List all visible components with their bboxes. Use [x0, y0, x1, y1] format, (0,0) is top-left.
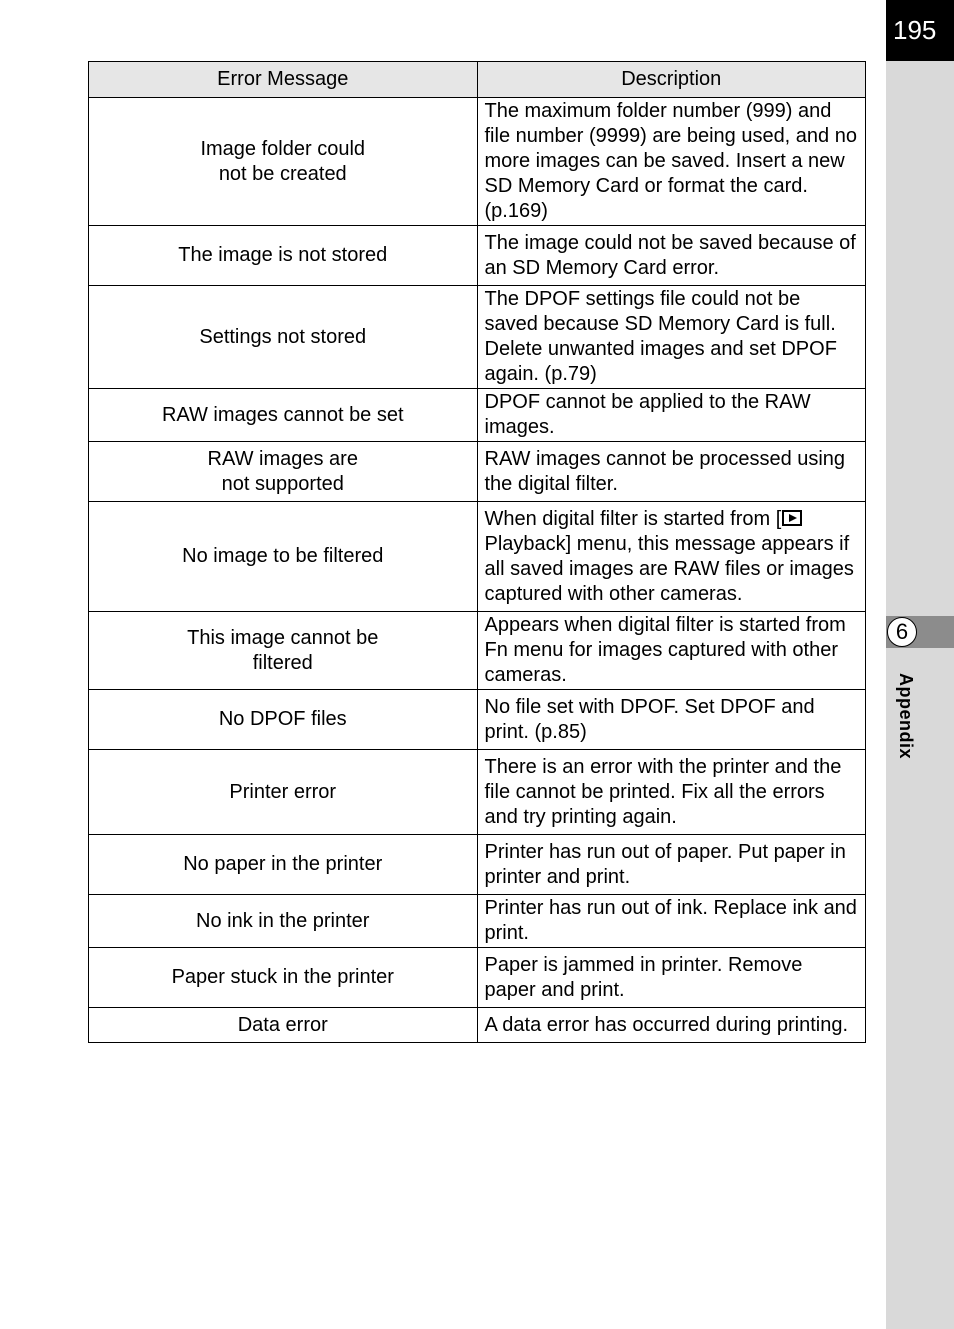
description-cell: Printer has run out of ink. Replace ink and print.	[477, 895, 866, 948]
header-error-message: Error Message	[89, 62, 478, 98]
error-message-cell: Image folder could not be created	[89, 98, 478, 226]
table-row	[89, 690, 866, 750]
error-message-cell: Settings not stored	[89, 286, 478, 389]
description-cell: A data error has occurred during printing.	[477, 1008, 866, 1043]
error-message-cell: The image is not stored	[89, 226, 478, 286]
table-row	[89, 389, 866, 442]
error-message-cell: RAW images cannot be set	[89, 389, 478, 442]
error-message-cell: No ink in the printer	[89, 895, 478, 948]
error-message-cell: Data error	[89, 1008, 478, 1043]
description-cell: The DPOF settings file could not be saved because SD Memory Card is full. Delete unwanted images and set DPOF again. (p.79)	[477, 286, 866, 389]
table-row	[89, 226, 866, 286]
description-cell: There is an error with the printer and the file cannot be printed. Fix all the errors and try printing again.	[477, 750, 866, 835]
error-message-cell: Printer error	[89, 750, 478, 835]
description-cell: The image could not be saved because of an SD Memory Card error.	[477, 226, 866, 286]
side-strip	[886, 0, 954, 1329]
description-cell: RAW images cannot be processed using the digital filter.	[477, 442, 866, 502]
page-number: 195	[886, 0, 954, 61]
description-text-before-icon: When digital filter is started from [	[484, 507, 782, 530]
table-row	[89, 442, 866, 502]
table-row	[89, 895, 866, 948]
description-cell: Printer has run out of paper. Put paper in printer and print.	[477, 835, 866, 895]
table-row	[89, 98, 866, 226]
description-cell: No file set with DPOF. Set DPOF and print. (p.85)	[477, 690, 866, 750]
table-row	[89, 1008, 866, 1043]
header-description: Description	[477, 62, 866, 98]
table-row	[89, 612, 866, 690]
table-header-row	[89, 62, 866, 98]
error-message-cell: This image cannot be filtered	[89, 612, 478, 690]
description-text-after-icon: Playback] menu, this message appears if all saved images are RAW files or images captured with other cameras.	[484, 532, 854, 605]
description-cell: DPOF cannot be applied to the RAW images.	[477, 389, 866, 442]
error-message-cell: Paper stuck in the printer	[89, 948, 478, 1008]
description-cell	[477, 502, 866, 612]
table-row	[89, 948, 866, 1008]
chapter-number: 6	[887, 617, 917, 647]
error-message-cell: No DPOF files	[89, 690, 478, 750]
error-message-table	[88, 61, 866, 1043]
table-row	[89, 502, 866, 612]
table-row	[89, 750, 866, 835]
error-message-cell: No paper in the printer	[89, 835, 478, 895]
playback-icon	[782, 510, 802, 526]
error-message-cell: No image to be filtered	[89, 502, 478, 612]
chapter-label: Appendix	[896, 673, 916, 760]
description-cell: Appears when digital filter is started from Fn menu for images captured with other cameras.	[477, 612, 866, 690]
table-row	[89, 286, 866, 389]
table-row	[89, 835, 866, 895]
description-cell: The maximum folder number (999) and file number (9999) are being used, and no more images can be saved. Insert a new SD Memory Card or format the card. (p.169)	[477, 98, 866, 226]
description-cell: Paper is jammed in printer. Remove paper and print.	[477, 948, 866, 1008]
error-message-cell: RAW images are not supported	[89, 442, 478, 502]
